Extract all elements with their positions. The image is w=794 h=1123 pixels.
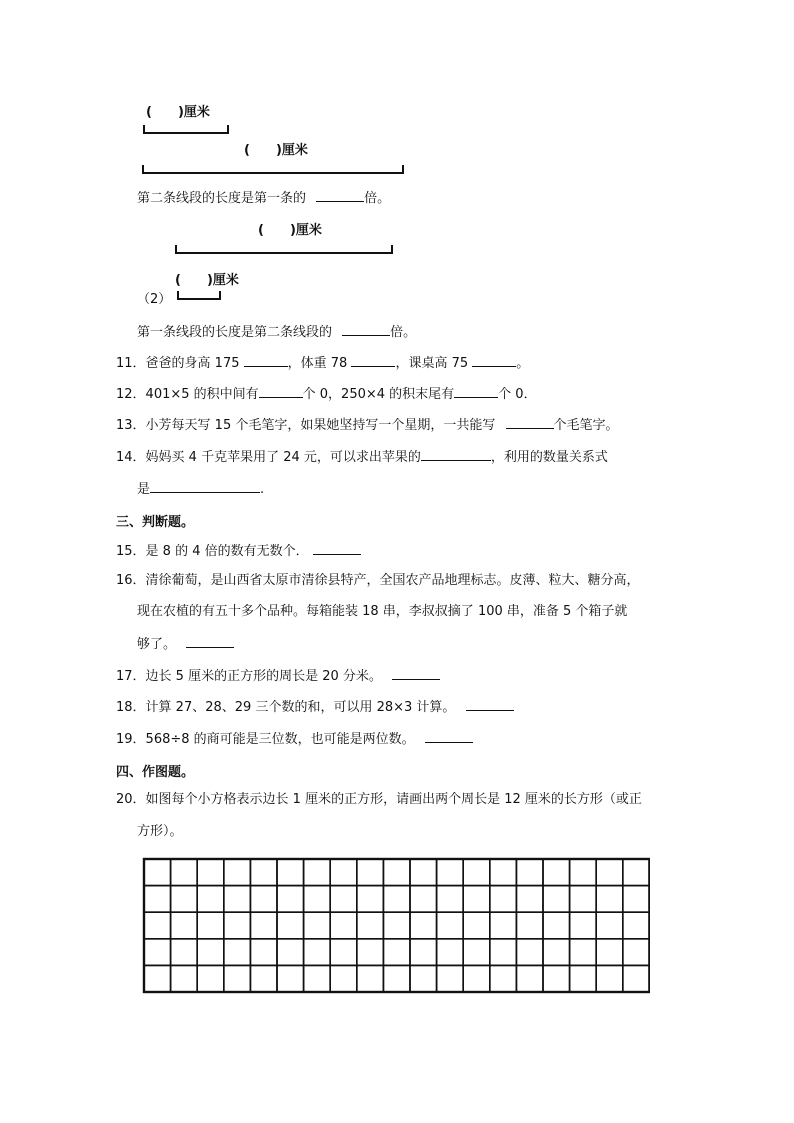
q12-text-2: 个 0，250×4 的积末尾有 <box>302 387 455 402</box>
section-title-judgement: 三、判断题。 <box>116 515 195 530</box>
grid-cell[interactable] <box>197 965 224 992</box>
grid-cell[interactable] <box>330 859 357 886</box>
question-15 <box>116 542 361 560</box>
grid-cell[interactable] <box>410 939 437 966</box>
grid-cell[interactable] <box>277 859 304 886</box>
grid-cell[interactable] <box>570 939 597 966</box>
grid-cell[interactable] <box>330 912 357 939</box>
q16-text-3: 够了。 <box>137 637 177 652</box>
answer-blank-q12-zeros-middle[interactable] <box>259 385 303 398</box>
grid-cell[interactable] <box>357 859 384 886</box>
grid-cell[interactable] <box>410 965 437 992</box>
grid-cell[interactable] <box>516 912 543 939</box>
grid-cell[interactable] <box>543 886 570 913</box>
grid-cell[interactable] <box>623 859 650 886</box>
grid-cell[interactable] <box>383 886 410 913</box>
grid-cell[interactable] <box>330 965 357 992</box>
grid-cell[interactable] <box>463 886 490 913</box>
grid-cell[interactable] <box>596 939 623 966</box>
question-20-line-1 <box>116 792 642 808</box>
q13-text-1: 小芳每天写 15 个毛笔字，如果她坚持写一个星期，一共能写 <box>145 418 496 433</box>
question-20-line-2: 方形）。 <box>137 824 183 839</box>
grid-cell[interactable] <box>304 965 331 992</box>
grid-cell[interactable] <box>277 939 304 966</box>
segment-label-short: ( )厘米 <box>175 273 239 288</box>
grid-cell[interactable] <box>304 912 331 939</box>
question-number: 14． <box>116 450 146 465</box>
grid-cell[interactable] <box>543 965 570 992</box>
q14-text-3: 是 <box>137 482 151 497</box>
grid-cell[interactable] <box>516 939 543 966</box>
grid-cell[interactable] <box>463 965 490 992</box>
grid-cell[interactable] <box>357 912 384 939</box>
question-16-line-1 <box>116 573 640 589</box>
q14-text-4: . <box>260 482 265 497</box>
grid-cell[interactable] <box>304 859 331 886</box>
question-16-line-2: 现在农植的有五十多个品种。每箱能装 18 串，李叔叔摘了 100 串，准备 5 个箱子就 <box>137 604 628 619</box>
grid-cell[interactable] <box>516 965 543 992</box>
answer-blank-q11-weight[interactable] <box>351 354 395 367</box>
grid-cell[interactable] <box>516 886 543 913</box>
grid-cell[interactable] <box>383 939 410 966</box>
grid-cell[interactable] <box>171 939 198 966</box>
item-number-2: （2） <box>137 292 172 307</box>
question-14-line-2 <box>137 480 264 498</box>
grid-cell[interactable] <box>437 886 464 913</box>
grid-cell[interactable] <box>543 912 570 939</box>
grid-cell[interactable] <box>463 859 490 886</box>
q14-text-1: 妈妈买 4 千克苹果用了 24 元，可以求出苹果的 <box>145 450 421 465</box>
grid-cell[interactable] <box>410 859 437 886</box>
question-16-line-3 <box>137 635 234 653</box>
answer-blank-q14-quantity[interactable] <box>421 448 491 461</box>
grid-cell[interactable] <box>277 886 304 913</box>
answer-blank-q19[interactable] <box>425 730 473 743</box>
grid-cell[interactable] <box>516 859 543 886</box>
grid-cell[interactable] <box>357 939 384 966</box>
answer-blank-ratio-1[interactable] <box>316 189 364 202</box>
grid-cell[interactable] <box>437 859 464 886</box>
grid-cell[interactable] <box>383 912 410 939</box>
question-13 <box>116 416 619 434</box>
question-number: 12． <box>116 387 146 402</box>
grid-cell[interactable] <box>224 965 251 992</box>
grid-cell[interactable] <box>224 939 251 966</box>
question-number: 15． <box>116 544 146 559</box>
grid-cell[interactable] <box>144 939 171 966</box>
grid-cell[interactable] <box>171 886 198 913</box>
grid-cell[interactable] <box>596 859 623 886</box>
grid-cell[interactable] <box>596 886 623 913</box>
answer-blank-q11-desk[interactable] <box>472 354 516 367</box>
grid-cell[interactable] <box>171 859 198 886</box>
q17-text: 边长 5 厘米的正方形的周长是 20 分米。 <box>145 669 382 684</box>
grid-cell[interactable] <box>357 886 384 913</box>
grid-cell[interactable] <box>330 886 357 913</box>
segment-label-second: ( )厘米 <box>244 143 308 158</box>
grid-cell[interactable] <box>250 939 277 966</box>
answer-blank-q14-relation[interactable] <box>150 480 260 493</box>
question-number: 11． <box>116 356 146 371</box>
grid-cell[interactable] <box>197 859 224 886</box>
grid-cell[interactable] <box>383 965 410 992</box>
segment-label-long: ( )厘米 <box>258 223 322 238</box>
grid-cell[interactable] <box>570 912 597 939</box>
drawing-grid[interactable] <box>142 857 650 999</box>
answer-blank-q12-zeros-end[interactable] <box>454 385 498 398</box>
grid-cell[interactable] <box>410 912 437 939</box>
question-number: 16． <box>116 573 146 588</box>
question-19 <box>116 730 473 748</box>
q12-text-1: 401×5 的积中间有 <box>145 387 259 402</box>
grid-cell[interactable] <box>623 886 650 913</box>
grid-cell[interactable] <box>250 965 277 992</box>
q11-text-1: 爸爸的身高 175 <box>145 356 240 371</box>
grid-cell[interactable] <box>596 965 623 992</box>
grid-cell[interactable] <box>570 965 597 992</box>
grid-cell[interactable] <box>570 886 597 913</box>
answer-blank-q11-height[interactable] <box>244 354 288 367</box>
segment-label-first: ( )厘米 <box>146 105 210 120</box>
grid-cell[interactable] <box>623 965 650 992</box>
ratio-sentence-1 <box>137 189 390 207</box>
q14-text-2: ，利用的数量关系式 <box>490 450 608 465</box>
grid-cell[interactable] <box>490 912 517 939</box>
grid-cell[interactable] <box>623 912 650 939</box>
grid-border <box>144 859 649 992</box>
q13-text-2: 个毛笔字。 <box>553 418 619 433</box>
q11-text-2: ，体重 78 <box>287 356 348 371</box>
question-number: 20． <box>116 792 146 807</box>
question-11 <box>116 354 529 372</box>
grid-cell[interactable] <box>437 939 464 966</box>
grid-cell[interactable] <box>171 912 198 939</box>
ratio-sentence-2-prefix: 第一条线段的长度是第二条线段的 <box>137 325 333 340</box>
ratio-sentence-1-suffix: 倍。 <box>364 191 391 206</box>
grid-cell[interactable] <box>224 859 251 886</box>
q19-text: 568÷8 的商可能是三位数，也可能是两位数。 <box>145 732 415 747</box>
grid-cell[interactable] <box>543 939 570 966</box>
question-number: 13． <box>116 418 146 433</box>
q18-text: 计算 27、28、29 三个数的和，可以用 28×3 计算。 <box>145 700 456 715</box>
grid-cell[interactable] <box>144 886 171 913</box>
answer-blank-q18[interactable] <box>466 698 514 711</box>
grid-cell[interactable] <box>437 912 464 939</box>
question-number: 19． <box>116 732 146 747</box>
grid-cell[interactable] <box>197 912 224 939</box>
question-17 <box>116 667 440 685</box>
grid-cell[interactable] <box>277 912 304 939</box>
ratio-sentence-2 <box>137 323 416 341</box>
grid-cell[interactable] <box>623 939 650 966</box>
q20-text-1: 如图每个小方格表示边长 1 厘米的正方形，请画出两个周长是 12 厘米的长方形（或正 <box>145 792 642 807</box>
grid-cell[interactable] <box>596 912 623 939</box>
grid-cell[interactable] <box>383 859 410 886</box>
grid-cell[interactable] <box>463 912 490 939</box>
question-14-line-1 <box>116 448 608 466</box>
grid-cell[interactable] <box>144 965 171 992</box>
grid-cell[interactable] <box>463 939 490 966</box>
grid-cell[interactable] <box>304 939 331 966</box>
grid-cell[interactable] <box>490 886 517 913</box>
grid-cell[interactable] <box>490 939 517 966</box>
question-number: 17． <box>116 669 146 684</box>
grid-cell[interactable] <box>277 965 304 992</box>
grid-cell[interactable] <box>224 912 251 939</box>
answer-blank-ratio-2[interactable] <box>342 323 390 336</box>
answer-blank-q13[interactable] <box>506 416 554 429</box>
ratio-sentence-1-prefix: 第二条线段的长度是第一条的 <box>137 191 307 206</box>
q15-text: 是 8 的 4 倍的数有无数个． <box>145 544 309 559</box>
grid-cell[interactable] <box>250 912 277 939</box>
grid-cell[interactable] <box>543 859 570 886</box>
grid-cell[interactable] <box>197 886 224 913</box>
grid-cell[interactable] <box>304 886 331 913</box>
question-12 <box>116 385 537 403</box>
q12-text-3: 个 0． <box>498 387 537 402</box>
grid-cell[interactable] <box>224 886 251 913</box>
grid-cell[interactable] <box>490 965 517 992</box>
question-number: 18． <box>116 700 146 715</box>
grid-cell[interactable] <box>171 965 198 992</box>
grid-cell[interactable] <box>250 886 277 913</box>
ratio-sentence-2-suffix: 倍。 <box>390 325 417 340</box>
grid-cell[interactable] <box>144 859 171 886</box>
question-18 <box>116 698 514 716</box>
grid-cell[interactable] <box>437 965 464 992</box>
grid-cell[interactable] <box>197 939 224 966</box>
q11-text-4: 。 <box>516 356 530 371</box>
q16-text-1: 清徐葡萄，是山西省太原市清徐县特产，全国农产品地理标志。皮薄、粒大、糖分高， <box>145 573 640 588</box>
section-title-drawing: 四、作图题。 <box>116 765 195 780</box>
grid-cell[interactable] <box>250 859 277 886</box>
grid-cell[interactable] <box>144 912 171 939</box>
answer-blank-q15[interactable] <box>313 542 361 555</box>
answer-blank-q16[interactable] <box>186 635 234 648</box>
grid-cell[interactable] <box>330 939 357 966</box>
q11-text-3: ，课桌高 75 <box>395 356 469 371</box>
grid-cell[interactable] <box>490 859 517 886</box>
grid-cell[interactable] <box>357 965 384 992</box>
grid-cell[interactable] <box>570 859 597 886</box>
grid-cell[interactable] <box>410 886 437 913</box>
answer-blank-q17[interactable] <box>392 667 440 680</box>
